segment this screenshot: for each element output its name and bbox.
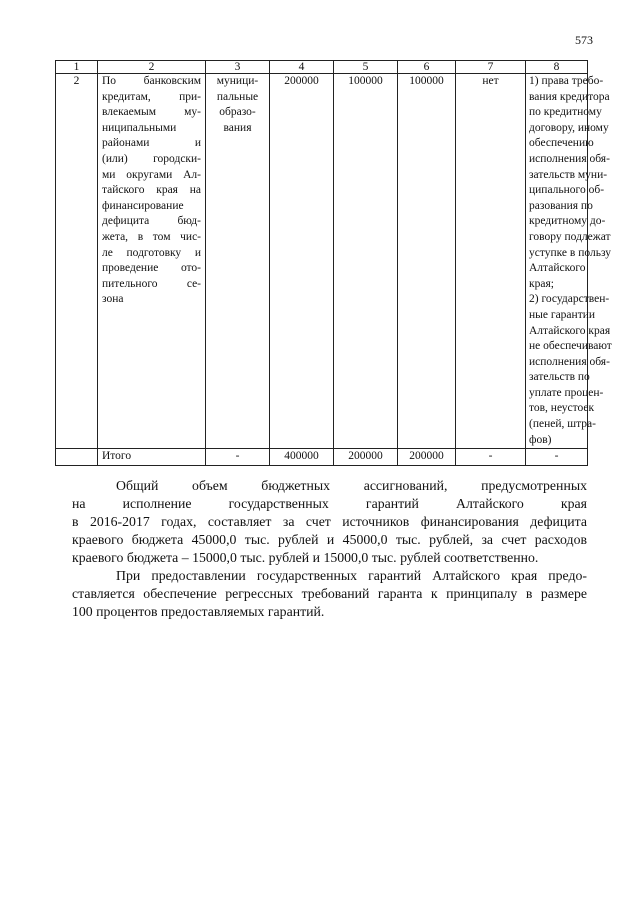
text-line: ми округами Ал- xyxy=(102,168,201,181)
table-row xyxy=(56,74,588,449)
text-line: 1) права требо- xyxy=(529,75,604,87)
column-header: 6 xyxy=(398,61,456,74)
text-line: тайского края на xyxy=(102,184,201,197)
text-line: Алтайского xyxy=(529,262,586,275)
text-line: районами и xyxy=(102,137,201,150)
text-line: кредитам, при- xyxy=(102,90,201,103)
column-header: 4 xyxy=(270,61,334,74)
guarantees-table xyxy=(55,60,612,466)
text-line: дефицита бюд- xyxy=(102,215,201,228)
text-line: не обеспечивают xyxy=(529,340,612,353)
paragraph-line: 100 процентов предоставляемых гарантий. xyxy=(72,604,325,619)
text-line: 2) государствен- xyxy=(529,293,610,306)
column-header: 5 xyxy=(334,61,398,74)
text-line: исполнения обя- xyxy=(529,152,610,165)
text-line: пальные xyxy=(216,90,259,103)
text-line: зательств по xyxy=(529,371,590,384)
total-sum: 400000 xyxy=(270,449,334,466)
text-line: (пеней, штра- xyxy=(529,418,596,431)
paragraph-line: краевого бюджета 45000,0 тыс. рублей и 45000,0 тыс. рублей, за счет расходов xyxy=(72,532,587,547)
column-header: 1 xyxy=(56,61,98,74)
page-number: 573 xyxy=(575,33,593,47)
text-line: зательств муни- xyxy=(529,168,608,181)
text-line: ниципальными xyxy=(102,121,177,134)
amount-2016-cell: 100000 xyxy=(334,74,398,449)
text-line: края; xyxy=(529,277,554,290)
text-line: фов) xyxy=(529,433,552,446)
text-line: говору подлежат xyxy=(529,230,611,243)
total-2017: 200000 xyxy=(398,449,456,466)
text-line: по кредитному xyxy=(529,106,602,119)
text-line: финансирование xyxy=(102,199,184,212)
total-recipient: - xyxy=(206,449,270,466)
text-line: жета, в том чис- xyxy=(102,230,201,243)
paragraph-budget-allocations xyxy=(72,477,587,567)
total-conditions: - xyxy=(526,449,588,466)
paragraph-line: на исполнение государственных гарантий Алтайского края xyxy=(72,496,587,511)
column-header: 2 xyxy=(98,61,206,74)
text-line: кредитному до- xyxy=(529,215,606,228)
recipient-cell xyxy=(206,74,270,449)
guarantee-purpose-cell xyxy=(98,74,206,449)
text-line: вания кредитора xyxy=(529,90,610,103)
paragraph-line: в 2016-2017 годах, составляет за счет источников финансирования дефицита xyxy=(72,514,587,529)
paragraph-line: При предоставлении государственных гарантий Алтайского края предо- xyxy=(116,568,587,583)
text-line: уступке в пользу xyxy=(529,246,612,259)
text-line: договору, иному xyxy=(529,121,609,134)
text-line: ле подготовку и xyxy=(102,246,201,259)
total-2016: 200000 xyxy=(334,449,398,466)
paragraph-line: Общий объем бюджетных ассигнований, предусмотренных xyxy=(116,478,587,493)
total-label: Итого xyxy=(98,449,206,466)
text-line: разования по xyxy=(529,199,593,212)
paragraph-line: краевого бюджета – 15000,0 тыс. рублей и 15000,0 тыс. рублей соответственно. xyxy=(72,550,539,565)
paragraph-regress-security xyxy=(72,567,587,621)
text-line: влекаемым му- xyxy=(102,106,201,119)
text-line: исполнения обя- xyxy=(529,355,610,368)
text-line: ные гарантии xyxy=(529,308,596,321)
text-line: тов, неустоек xyxy=(529,402,595,415)
text-line: уплате процен- xyxy=(529,386,604,399)
table-total-row xyxy=(56,449,588,466)
paragraph-line: ставляется обеспечение регрессных требований гаранта к принципалу в размере xyxy=(72,586,587,601)
text-line: вания xyxy=(223,121,252,134)
column-header: 3 xyxy=(206,61,270,74)
column-header: 8 xyxy=(526,61,588,74)
text-line: проведение ото- xyxy=(102,262,201,275)
text-line: ципального об- xyxy=(529,184,605,197)
text-line: образо- xyxy=(219,106,256,119)
regress-cell: нет xyxy=(456,74,526,449)
text-line: Алтайского края xyxy=(529,324,611,337)
table-header-row xyxy=(56,61,588,74)
text-line: обеспечению xyxy=(529,137,594,150)
column-header: 7 xyxy=(456,61,526,74)
total-regress: - xyxy=(456,449,526,466)
total-amount-cell: 200000 xyxy=(270,74,334,449)
text-line: (или) городски- xyxy=(102,152,201,165)
amount-2017-cell: 100000 xyxy=(398,74,456,449)
text-line: пительного се- xyxy=(102,277,201,290)
text-line: По банковским xyxy=(102,75,201,87)
text-line: муници- xyxy=(216,75,259,87)
conditions-cell xyxy=(526,74,612,449)
row-number: 2 xyxy=(56,74,98,449)
text-line: зона xyxy=(102,293,124,306)
